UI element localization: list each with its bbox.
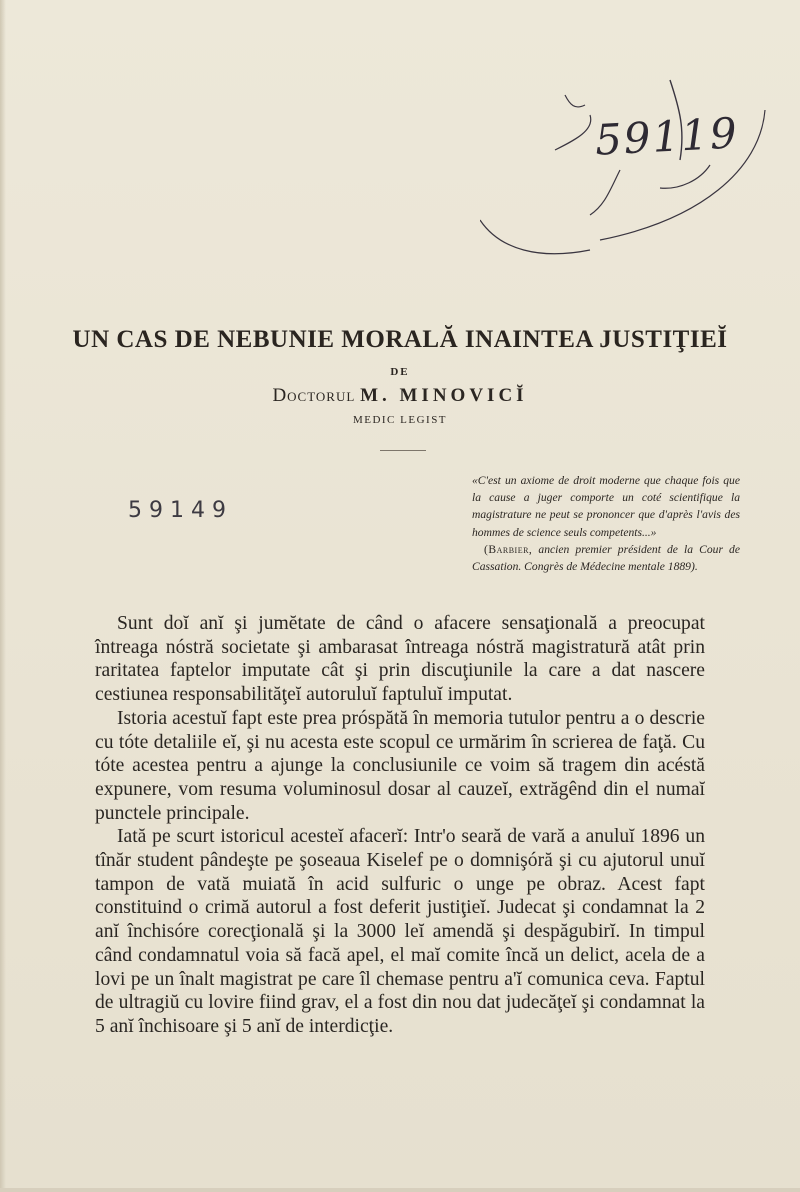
page-bottom-edge — [0, 1188, 800, 1192]
stamp-number: 59119 — [593, 108, 740, 165]
paragraph: Iată pe scurt istoricul acesteĭ afacerĭ: Intr'o seară de vară a anuluĭ 1896 un tînăr student pândeşte pe şoseaua Kiselef pe o domnişóră şi cu ajutorul unuĭ tampon de vată muiată în acid sulfuric o unge pe obraz. Acest fapt constituind o crimă autorul a fost deferit justiţieĭ. Judecat şi condamnat la 2 anĭ închisóre corecţională şi la 3000 leĭ amendă şi despăgubirĭ. In timpul când condamnatul voia să facă apel, el maĭ comite încă un delict, acela de a lovi pe un înalt magistrat pe care îl chemase pentru a'ĭ comunica ceva. Faptul de ultragiŭ cu lovire fiind grav, el a fost din nou dat judecăţeĭ şi condamnat la 5 anĭ închisoare şi 5 anĭ de interdicţie. — [95, 826, 705, 1037]
author-role: MEDIC LEGIST — [352, 414, 448, 426]
paragraph: Istoria acestuĭ fapt este prea próspătă în memoria tutulor pentru a o descrie cu tóte detaliile eĭ, şi nu acesta este scopul ce urmărim în scrierea de faţă. Cu tóte acestea pentru a ajunge la conclusiunile ce voim să tragem din acéstă expunere, vom resuma voluminosul dosar al cauzeĭ, extrăgênd din el numaĭ punctele principale. — [95, 707, 705, 824]
page-edge-shadow — [0, 0, 6, 1192]
paragraph: Sunt doĭ anĭ şi jumĕtate de când o afacere sensaţională a preocupat întreaga nóstră societate şi ambarasat întreaga nóstră magistratură atât prin raritatea faptelor imputate cât şi prin discuţiunile la care a dat nascere cestiunea responsabilităţeĭ autoruluĭ faptuluĭ imputat. — [95, 613, 705, 706]
author-line — [0, 385, 800, 407]
divider-rule — [380, 450, 426, 451]
body-text — [95, 612, 705, 1039]
author-name: M. MINOVICĬ — [360, 385, 528, 406]
epigraph — [472, 472, 740, 575]
author-prefix: Doctorul — [272, 385, 356, 406]
byline-de: DE — [390, 366, 410, 378]
handwritten-stamp-scribble — [480, 70, 770, 270]
epigraph-citation — [472, 541, 740, 575]
epigraph-author: (Barbier, — [484, 542, 533, 556]
catalog-number: 59149 — [128, 498, 233, 523]
epigraph-quote: «C'est un axiome de droit moderne que chaque fois que la cause a juger comporte un coté scientifique la magistrature ne peut se prononcer que d'après l'avis des hommes de science seuls competents...» — [472, 474, 740, 539]
epigraph-source: ancien premier président de la Cour de Cassation. Congrès de Médecine mentale 1889). — [472, 542, 740, 574]
page-title: UN CAS DE NEBUNIE MORALĂ INAINTEA JUSTIŢIEĬ — [72, 326, 728, 353]
